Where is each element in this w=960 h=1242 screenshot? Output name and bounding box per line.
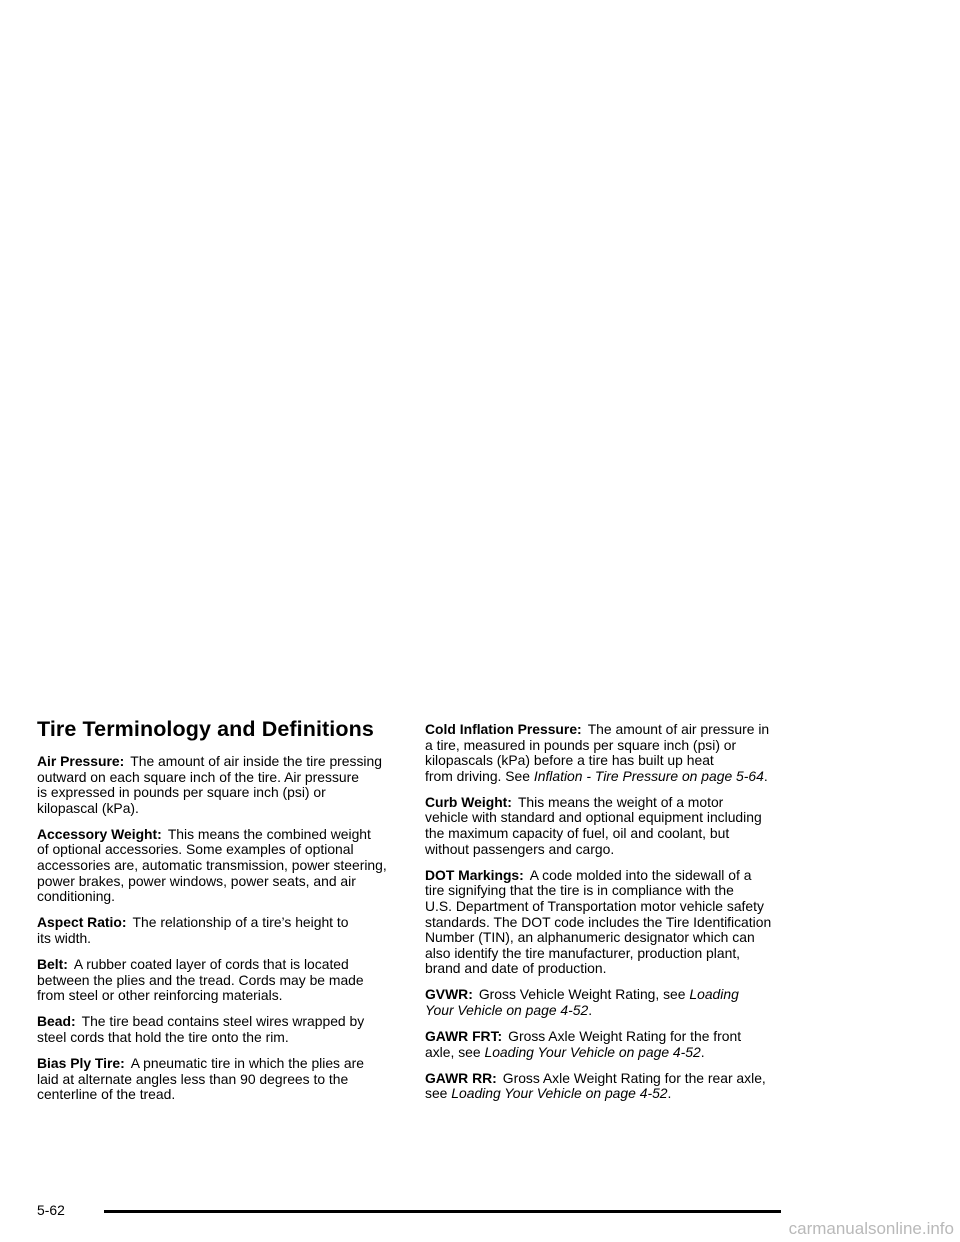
definition-curb-weight	[425, 795, 790, 857]
definition-line: see	[425, 1085, 452, 1102]
definition-line: centerline of the tread.	[37, 1086, 176, 1103]
definition-line: Gross Axle Weight Rating for the rear axle,	[502, 1069, 766, 1086]
definition-bias-ply-tire	[37, 1056, 402, 1103]
definition-line: U.S. Department of Transportation motor vehicle safety	[425, 897, 764, 914]
term-gawr-frt: GAWR FRT:	[425, 1028, 503, 1045]
definition-line: steel cords that hold the tire onto the rim.	[37, 1028, 289, 1045]
definition-belt	[37, 957, 402, 1004]
term-bias-ply-tire: Bias Ply Tire:	[37, 1055, 125, 1071]
cross-reference-link[interactable]: Loading Your Vehicle on page 4-52	[484, 1043, 701, 1060]
definition-line: outward on each square inch of the tire. Air pressure	[37, 768, 359, 785]
definition-line: A rubber coated layer of cords that is located	[73, 956, 349, 973]
term-curb-weight: Curb Weight:	[425, 793, 512, 810]
definition-punctuation: .	[588, 1002, 593, 1018]
term-air-pressure: Air Pressure:	[37, 753, 125, 769]
cross-reference-link[interactable]: Loading	[689, 986, 739, 1003]
definition-dot-markings	[425, 868, 790, 977]
term-dot-markings: DOT Markings:	[425, 866, 524, 883]
definition-line: is expressed in pounds per square inch (psi) or	[37, 784, 326, 801]
definition-line: power brakes, power windows, power seats, and air	[37, 872, 356, 889]
definition-line: axle, see	[425, 1043, 485, 1060]
definition-line: Gross Vehicle Weight Rating, see	[478, 986, 690, 1003]
definition-line: Number (TIN), an alphanumeric designator which can	[425, 929, 755, 946]
term-aspect-ratio: Aspect Ratio:	[37, 914, 127, 931]
cross-reference-link[interactable]: Inflation - Tire Pressure on page 5-64	[533, 767, 764, 784]
definition-gvwr	[425, 987, 790, 1018]
definition-line: accessories are, automatic transmission, power steering,	[37, 857, 387, 874]
definition-line: from driving. See	[425, 767, 534, 784]
footer-divider	[104, 1210, 781, 1213]
term-gvwr: GVWR:	[425, 986, 473, 1003]
definition-line: conditioning.	[37, 888, 115, 905]
watermark-text: carmanualsonline.info	[788, 1219, 954, 1238]
definition-line: brand and date of production.	[425, 960, 607, 977]
definition-bead	[37, 1014, 402, 1045]
left-column	[37, 754, 402, 1113]
definition-line: also identify the tire manufacturer, production plant,	[425, 944, 741, 961]
definition-line: laid at alternate angles less than 90 degrees to the	[37, 1070, 349, 1087]
definition-accessory-weight	[37, 827, 402, 905]
definition-gawr-rr	[425, 1071, 790, 1102]
definition-line: from steel or other reinforcing materials.	[37, 987, 283, 1004]
term-cold-inflation-pressure: Cold Inflation Pressure:	[425, 721, 582, 737]
definition-line: The tire bead contains steel wires wrapped by	[81, 1013, 365, 1030]
definition-cold-inflation-pressure	[425, 722, 790, 784]
definition-line: the maximum capacity of fuel, oil and coolant, but	[425, 825, 730, 842]
definition-line: The relationship of a tire’s height to	[132, 914, 349, 931]
definition-line: vehicle with standard and optional equipment including	[425, 809, 762, 826]
definition-punctuation: .	[763, 767, 768, 784]
page-title: Tire Terminology and Definitions	[37, 717, 374, 741]
definition-line: Gross Axle Weight Rating for the front	[508, 1028, 742, 1045]
page-number: 5-62	[37, 1202, 65, 1218]
definition-line: standards. The DOT code includes the Tire Identification	[425, 913, 772, 930]
definition-punctuation: .	[667, 1085, 672, 1102]
definition-line: A pneumatic tire in which the plies are	[130, 1055, 364, 1071]
definition-line: its width.	[37, 929, 92, 946]
term-belt: Belt:	[37, 956, 68, 973]
cross-reference-link[interactable]: Loading Your Vehicle on page 4-52	[451, 1085, 668, 1102]
definition-line: a tire, measured in pounds per square inch (psi) or	[425, 736, 737, 753]
term-bead: Bead:	[37, 1013, 76, 1030]
definition-line: The amount of air pressure in	[587, 721, 770, 737]
definition-line: of optional accessories. Some examples of optional	[37, 841, 354, 858]
definition-line: The amount of air inside the tire pressing	[130, 753, 382, 769]
term-gawr-rr: GAWR RR:	[425, 1069, 497, 1086]
definition-line: kilopascal (kPa).	[37, 799, 139, 816]
definition-line: This means the combined weight	[167, 825, 371, 842]
definition-line: between the plies and the tread. Cords may be made	[37, 971, 364, 988]
definition-line: A code molded into the sidewall of a	[529, 866, 752, 883]
definition-line: without passengers and cargo.	[425, 840, 615, 857]
term-accessory-weight: Accessory Weight:	[37, 825, 162, 842]
definition-gawr-frt	[425, 1029, 790, 1060]
cross-reference-link[interactable]: Your Vehicle on page 4-52	[425, 1002, 589, 1018]
right-column	[425, 722, 790, 1112]
definition-line: This means the weight of a motor	[517, 793, 724, 810]
definition-line: tire signifying that the tire is in compliance with the	[425, 882, 734, 899]
definition-air-pressure	[37, 754, 402, 816]
definition-aspect-ratio	[37, 915, 402, 946]
definition-punctuation: .	[700, 1043, 705, 1060]
definition-line: kilopascals (kPa) before a tire has built up heat	[425, 752, 714, 769]
